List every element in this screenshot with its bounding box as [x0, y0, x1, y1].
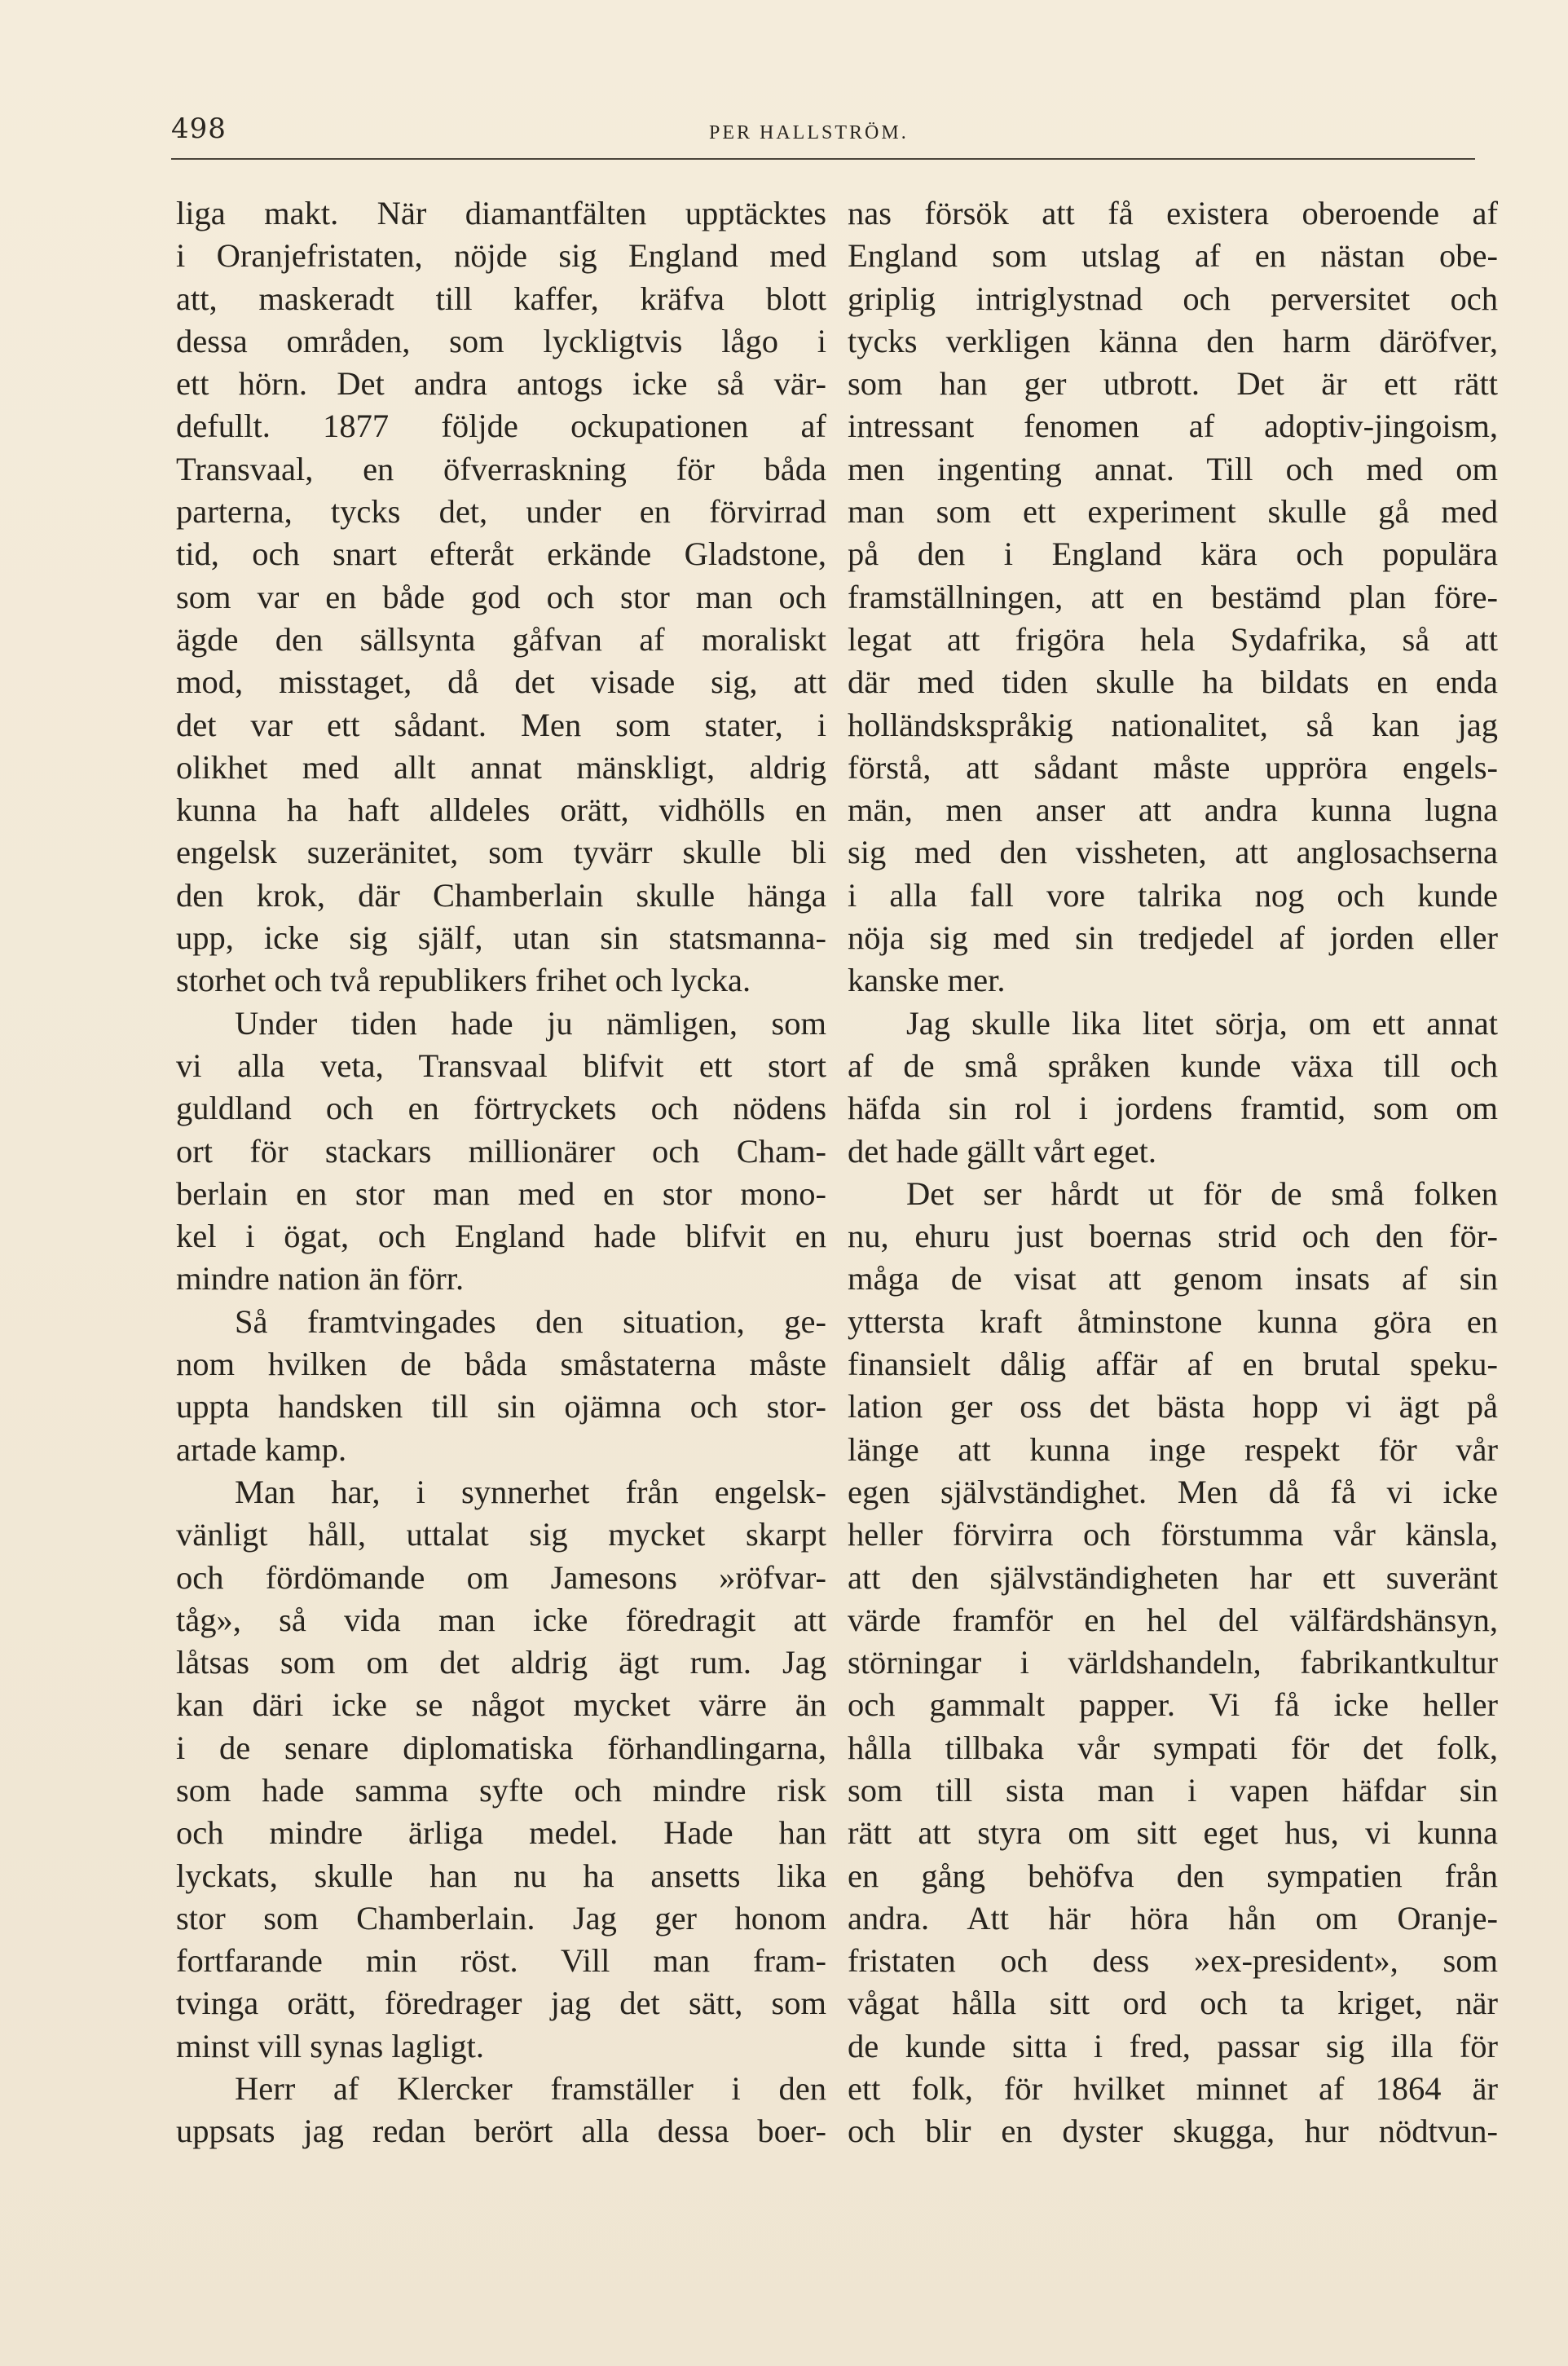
text-line: de kunde sitta i fred, passar sig illa för	[848, 2027, 1498, 2064]
text-line: Transvaal, en öfverraskning för båda	[176, 450, 826, 487]
text-line: intressant fenomen af adoptiv-jingoism,	[848, 408, 1498, 445]
text-line: af de små språken kunde växa till och	[848, 1046, 1498, 1084]
text-line: kanske mer.	[848, 962, 1006, 999]
text-line: vänligt håll, uttalat sig mycket skarpt	[176, 1516, 826, 1553]
text-line: rätt att styra om sitt eget hus, vi kunna	[848, 1814, 1498, 1852]
text-line: ort för stackars millionärer och Cham-	[176, 1132, 826, 1170]
text-line: Det ser hårdt ut för de små folken	[906, 1174, 1498, 1212]
text-line: och blir en dyster skugga, hur nödtvun-	[848, 2113, 1498, 2150]
text-line: att, maskeradt till kaffer, kräfva blott	[176, 280, 826, 317]
running-head: PER HALLSTRÖM.	[709, 122, 909, 143]
text-line: ett folk, för hvilket minnet af 1864 är	[848, 2070, 1498, 2108]
text-line: förstå, att sådant måste uppröra engels-	[848, 748, 1498, 786]
text-line: fortfarande min röst. Vill man fram-	[176, 1942, 826, 1980]
text-line: men ingenting annat. Till och med om	[848, 450, 1498, 487]
text-line: ett hörn. Det andra antogs icke så vär-	[176, 365, 826, 403]
page-header	[171, 104, 1475, 161]
text-line: upp, icke sig själf, utan sin statsmanna-	[176, 919, 826, 957]
text-line: lation ger oss det bästa hopp vi ägt på	[848, 1388, 1498, 1425]
text-line: där med tiden skulle ha bildats en enda	[848, 663, 1498, 701]
text-line: framställningen, att en bestämd plan före-	[848, 578, 1498, 615]
text-line: griplig intriglystnad och perversitet och	[848, 280, 1498, 317]
text-line: andra. Att här höra hån om Oranje-	[848, 1899, 1498, 1936]
text-line: heller förvirra och förstumma vår känsla,	[848, 1516, 1498, 1553]
text-line: ägde den sällsynta gåfvan af moraliskt	[176, 620, 826, 658]
text-line: uppsats jag redan berört alla dessa boer-	[176, 2113, 826, 2150]
text-line: störningar i världshandeln, fabrikantkultur	[848, 1644, 1498, 1681]
text-line: som var en både god och stor man och	[176, 578, 826, 615]
text-line: hålla tillbaka vår sympati för det folk,	[848, 1729, 1498, 1766]
text-line: mindre nation än förr.	[176, 1260, 465, 1298]
text-line: som han ger utbrott. Det är ett rätt	[848, 365, 1498, 403]
text-line: tycks verkligen känna den harm däröfver,	[848, 322, 1498, 359]
text-line: egen självständighet. Men då få vi icke	[848, 1473, 1498, 1510]
text-line: det var ett sådant. Men som stater, i	[176, 706, 826, 743]
right-text-column	[848, 192, 1498, 2153]
header-rule	[171, 158, 1475, 160]
text-line: i Oranjefristaten, nöjde sig England med	[176, 237, 826, 275]
text-line: att den självständigheten har ett suveränt	[848, 1558, 1498, 1596]
text-line: artade kamp.	[176, 1430, 347, 1468]
text-line: kan däri icke se något mycket värre än	[176, 1686, 826, 1724]
text-line: och fördömande om Jamesons »röfvar-	[176, 1558, 826, 1596]
text-line: Jag skulle lika litet sörja, om ett annat	[906, 1004, 1498, 1042]
text-line: liga makt. När diamantfälten upptäcktes	[176, 195, 826, 231]
text-line: det hade gällt vårt eget.	[848, 1132, 1156, 1170]
text-line: som hade samma syfte och mindre risk	[176, 1771, 826, 1809]
text-line: en gång behöfva den sympatien från	[848, 1857, 1498, 1894]
text-line: tvinga orätt, föredrager jag det sätt, som	[176, 1985, 826, 2022]
left-text-column	[176, 192, 826, 2153]
text-line: i alla fall vore talrika nog och kunde	[848, 876, 1498, 914]
text-line: som till sista man i vapen häfdar sin	[848, 1771, 1498, 1809]
text-line: kunna ha haft alldeles orätt, vidhölls en	[176, 791, 826, 829]
text-line: legat att frigöra hela Sydafrika, så att	[848, 620, 1498, 658]
text-line: Herr af Klercker framställer i den	[235, 2070, 826, 2108]
text-line: engelsk suzeränitet, som tyvärr skulle bli	[176, 834, 826, 871]
text-line: dessa områden, som lyckligtvis lågo i	[176, 322, 826, 359]
text-line: defullt. 1877 följde ockupationen af	[176, 408, 826, 445]
text-line: England som utslag af en nästan obe-	[848, 237, 1498, 275]
text-line: kel i ögat, och England hade blifvit en	[176, 1218, 826, 1255]
text-line: finansielt dålig affär af en brutal speku-	[848, 1346, 1498, 1383]
text-line: nom hvilken de båda småstaterna måste	[176, 1346, 826, 1383]
text-line: och gammalt papper. Vi få icke heller	[848, 1686, 1498, 1724]
text-line: vågat hålla sitt ord och ta kriget, när	[848, 1985, 1498, 2022]
text-line: holländskspråkig nationalitet, så kan jag	[848, 706, 1498, 743]
text-line: män, men anser att andra kunna lugna	[848, 791, 1498, 829]
text-line: måga de visat att genom insats af sin	[848, 1260, 1498, 1298]
text-line: minst vill synas lagligt.	[176, 2027, 485, 2064]
text-line: storhet och två republikers frihet och lycka.	[176, 962, 751, 999]
text-line: tåg», så vida man icke föredragit att	[176, 1601, 826, 1638]
text-line: man som ett experiment skulle gå med	[848, 493, 1498, 531]
text-line: uppta handsken till sin ojämna och stor-	[176, 1388, 826, 1425]
page-number: 498	[171, 112, 227, 145]
text-line: nu, ehuru just boernas strid och den för-	[848, 1218, 1498, 1255]
text-line: berlain en stor man med en stor mono-	[176, 1174, 826, 1212]
text-line: vi alla veta, Transvaal blifvit ett stort	[176, 1046, 826, 1084]
text-line: stor som Chamberlain. Jag ger honom	[176, 1899, 826, 1936]
text-line: nas försök att få existera oberoende af	[848, 195, 1498, 231]
text-line: värde framför en hel del välfärdshänsyn,	[848, 1601, 1498, 1638]
text-line: nöja sig med sin tredjedel af jorden eller	[848, 919, 1498, 957]
text-line: fristaten och dess »ex-president», som	[848, 1942, 1498, 1980]
text-line: olikhet med allt annat mänskligt, aldrig	[176, 748, 826, 786]
text-line: i de senare diplomatiska förhandlingarna,	[176, 1729, 826, 1766]
text-line: Under tiden hade ju nämligen, som	[235, 1004, 826, 1042]
text-line: länge att kunna inge respekt för vår	[848, 1430, 1498, 1468]
text-line: sig med den vissheten, att anglosachserna	[848, 834, 1498, 871]
text-line: guldland och en förtryckets och nödens	[176, 1090, 826, 1127]
text-line: Man har, i synnerhet från engelsk-	[235, 1473, 826, 1510]
text-line: den krok, där Chamberlain skulle hänga	[176, 876, 826, 914]
text-line: Så framtvingades den situation, ge-	[235, 1302, 826, 1340]
text-line: yttersta kraft åtminstone kunna göra en	[848, 1302, 1498, 1340]
text-line: mod, misstaget, då det visade sig, att	[176, 663, 826, 701]
text-line: parterna, tycks det, under en förvirrad	[176, 493, 826, 531]
text-line: och mindre ärliga medel. Hade han	[176, 1814, 826, 1852]
text-line: på den i England kära och populära	[848, 535, 1498, 573]
text-line: häfda sin rol i jordens framtid, som om	[848, 1090, 1498, 1127]
text-line: lyckats, skulle han nu ha ansetts lika	[176, 1857, 826, 1894]
text-line: tid, och snart efteråt erkände Gladstone,	[176, 535, 826, 573]
text-line: låtsas som om det aldrig ägt rum. Jag	[176, 1644, 826, 1681]
